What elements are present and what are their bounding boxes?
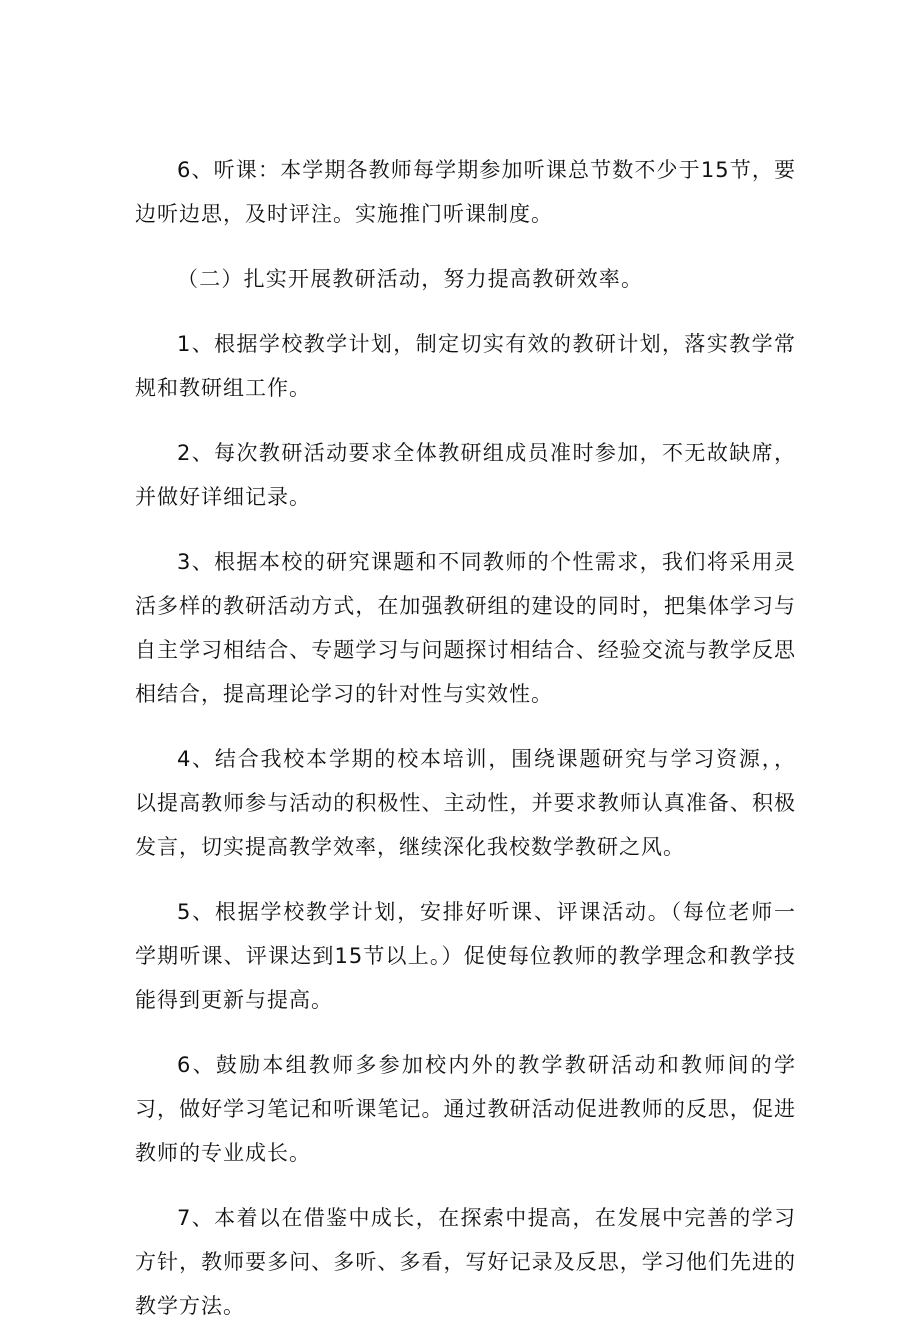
paragraph-item-6: 6、鼓励本组教师多参加校内外的教学教研活动和教师间的学习，做好学习笔记和听课笔记。通过教研活动促进教师的反思，促进教师的专业成长。 (135, 1053, 796, 1165)
paragraph-item-5: 5、根据学校教学计划，安排好听课、评课活动。（每位老师一学期听课、评课达到15节以上。）促使每位教师的教学理念和教学技能得到更新与提高。 (135, 900, 796, 1012)
paragraph-item-3: 3、根据本校的研究课题和不同教师的个性需求，我们将采用灵活多样的教研活动方式，在加强教研组的建设的同时，把集体学习与自主学习相结合、专题学习与问题探讨相结合、经验交流与教学反思相结合，提高理论学习的针对性与实效性。 (135, 550, 796, 706)
paragraph-item-2: 2、每次教研活动要求全体教研组成员准时参加，不无故缺席，并做好详细记录。 (135, 441, 796, 509)
paragraph-item-4: 4、结合我校本学期的校本培训，围绕课题研究与学习资源，，以提高教师参与活动的积极性、主动性，并要求教师认真准备、积极发言，切实提高教学效率，继续深化我校数学教研之风。 (135, 747, 796, 859)
section-heading-research-activities: （二）扎实开展教研活动，努力提高教研效率。 (177, 267, 644, 291)
paragraph-listening-classes: 6、听课：本学期各教师每学期参加听课总节数不少于15节，要边听边思，及时评注。实施推门听课制度。 (135, 158, 796, 226)
paragraph-item-7: 7、本着以在借鉴中成长，在探索中提高，在发展中完善的学习方针，教师要多问、多听、多看，写好记录及反思，学习他们先进的教学方法。 (135, 1206, 796, 1318)
paragraph-item-1: 1、根据学校教学计划，制定切实有效的教研计划，落实教学常规和教研组工作。 (135, 332, 796, 400)
